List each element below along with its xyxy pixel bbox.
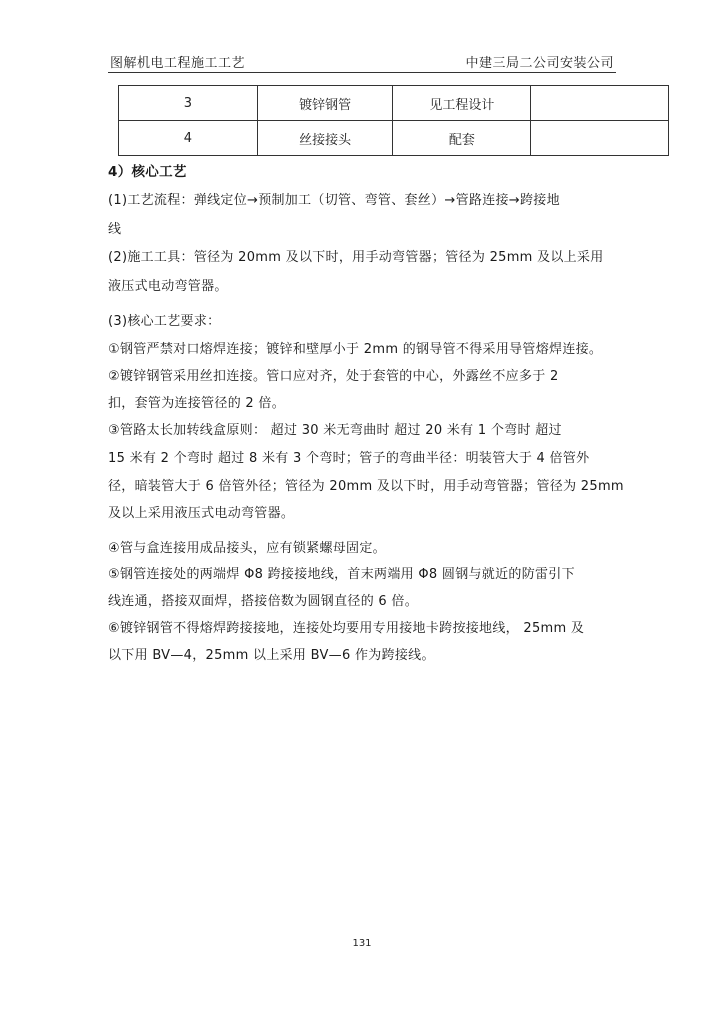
table-cell-material: 镀锌钢管 <box>257 86 393 121</box>
table-row <box>119 86 669 121</box>
requirement-2-cont: 扣，套管为连接管径的 2 倍。 <box>108 396 286 411</box>
tools-line-cont: 液压式电动弯管器。 <box>108 279 228 294</box>
requirement-4: ④管与盒连接用成品接头，应有锁紧螺母固定。 <box>108 541 386 556</box>
table-cell-spec: 见工程设计 <box>393 86 531 121</box>
requirements-heading: (3)核心工艺要求： <box>108 314 221 329</box>
requirement-5-cont: 线连通，搭接双面焊，搭接倍数为圆钢直径的 6 倍。 <box>108 594 419 609</box>
requirement-3-cont-1: 15 米有 2 个弯时 超过 8 米有 3 个弯时；管子的弯曲半径：明装管大于 4 倍管外 <box>108 451 590 466</box>
tools-line: (2)施工工具：管径为 20mm 及以下时，用手动弯管器；管径为 25mm 及以上采用 <box>108 250 604 265</box>
header-doc-title: 图解机电工程施工工艺 <box>110 56 246 71</box>
header-company: 中建三局二公司安装公司 <box>465 56 614 71</box>
header-divider <box>108 72 616 73</box>
requirement-3: ③管路太长加转线盒原则： 超过 30 米无弯曲时 超过 20 米有 1 个弯时 超过 <box>108 423 562 438</box>
section-title: 4）核心工艺 <box>108 164 187 180</box>
requirement-1: ①钢管严禁对口熔焊连接；镀锌和壁厚小于 2mm 的钢导管不得采用导管熔焊连接。 <box>108 342 603 357</box>
requirement-5: ⑤钢管连接处的两端焊 Φ8 跨接接地线，首末两端用 Φ8 圆钢与就近的防雷引下 <box>108 567 575 582</box>
page-header <box>108 52 616 74</box>
process-flow-line-cont: 线 <box>108 222 122 237</box>
materials-table <box>118 85 669 156</box>
requirement-2: ②镀锌钢管采用丝扣连接。管口应对齐，处于套管的中心，外露丝不应多于 2 <box>108 369 559 384</box>
requirement-6-cont: 以下用 BV—4，25mm 以上采用 BV—6 作为跨接线。 <box>108 648 435 663</box>
requirement-6: ⑥镀锌钢管不得熔焊跨接接地，连接处均要用专用接地卡跨按接地线， 25mm 及 <box>108 621 585 636</box>
table-cell-note <box>531 121 669 156</box>
table-cell-spec: 配套 <box>393 121 531 156</box>
table-cell-index: 4 <box>119 121 258 156</box>
page-number: 131 <box>352 938 372 949</box>
requirement-3-cont-2: 径，暗装管大于 6 倍管外径；管径为 20mm 及以下时，用手动弯管器；管径为 25mm <box>108 479 624 494</box>
process-flow-line: (1)工艺流程：弹线定位→预制加工（切管、弯管、套丝）→管路连接→跨接地 <box>108 193 560 208</box>
table-cell-material: 丝接接头 <box>257 121 393 156</box>
table-cell-note <box>531 86 669 121</box>
table-cell-index: 3 <box>119 86 258 121</box>
table-row <box>119 121 669 156</box>
requirement-3-cont-3: 及以上采用液压式电动弯管器。 <box>108 506 295 521</box>
